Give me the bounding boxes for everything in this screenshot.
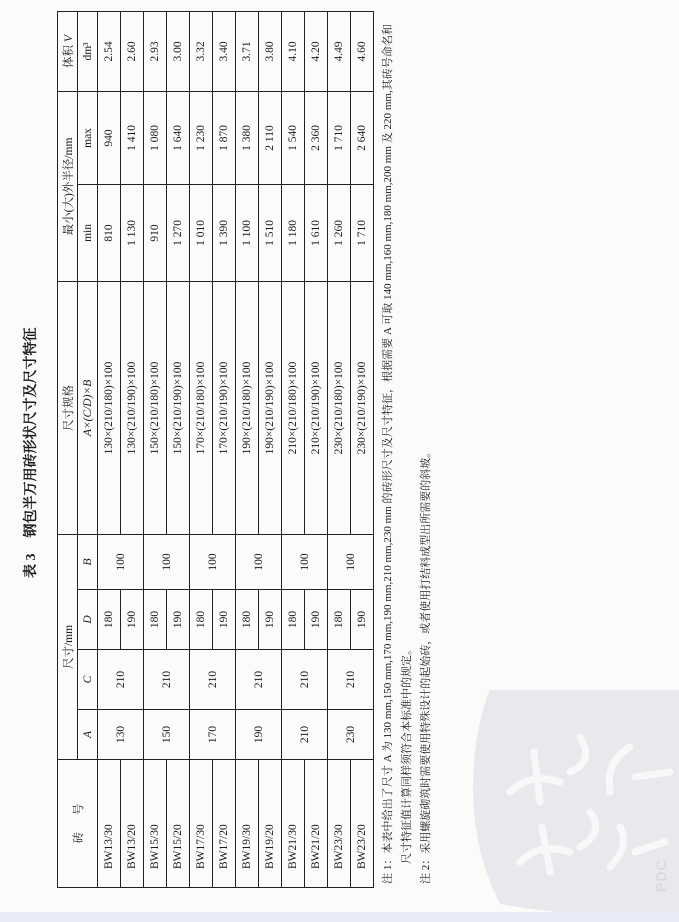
table-row: [190, 11, 213, 887]
spec-cell: 190×(210/190)×100: [259, 281, 282, 534]
dim-b-cell: 100: [236, 534, 282, 589]
brick-no-cell: BW17/20: [213, 760, 236, 888]
radius-min-cell: 1 710: [351, 184, 374, 281]
radius-min-cell: 1 510: [259, 184, 282, 281]
header-volume-label: 体积: [62, 44, 75, 68]
radius-max-cell: 1 540: [282, 91, 305, 184]
header-radius-min: min: [78, 184, 98, 281]
brick-no-cell: BW17/30: [190, 760, 213, 888]
dim-b-cell: 100: [282, 534, 328, 589]
header-row-2: [78, 11, 98, 887]
spec-cell: 230×(210/190)×100: [351, 281, 374, 534]
dim-d-cell: 180: [328, 590, 351, 650]
dim-b-cell: 100: [144, 534, 190, 589]
spec-cell: 210×(210/190)×100: [305, 281, 328, 534]
brick-no-cell: BW15/20: [167, 760, 190, 888]
volume-cell: 4.20: [305, 11, 328, 91]
dim-c-cell: 210: [328, 650, 374, 710]
radius-max-cell: 1 410: [121, 91, 144, 184]
dim-a-cell: 150: [144, 710, 190, 760]
dim-d-cell: 190: [167, 590, 190, 650]
volume-cell: 4.60: [351, 11, 374, 91]
dim-c-cell: 210: [98, 650, 144, 710]
dim-a-cell: 230: [328, 710, 374, 760]
spec-cell: 170×(210/190)×100: [213, 281, 236, 534]
dim-a-cell: 130: [98, 710, 144, 760]
brick-no-cell: BW15/30: [144, 760, 167, 888]
radius-max-cell: 1 870: [213, 91, 236, 184]
spec-cell: 150×(210/180)×100: [144, 281, 167, 534]
radius-min-cell: 1 010: [190, 184, 213, 281]
header-row-1: [58, 11, 78, 887]
radius-max-cell: 1 710: [328, 91, 351, 184]
radius-max-cell: 2 360: [305, 91, 328, 184]
radius-max-cell: 1 230: [190, 91, 213, 184]
header-spec-formula: A×(C/D)×B: [78, 281, 98, 534]
radius-min-cell: 910: [144, 184, 167, 281]
dim-d-cell: 180: [98, 590, 121, 650]
dim-d-cell: 190: [351, 590, 374, 650]
dim-d-cell: 190: [259, 590, 282, 650]
volume-cell: 3.71: [236, 11, 259, 91]
watermark-seal: [430, 690, 679, 922]
volume-cell: 3.00: [167, 11, 190, 91]
dim-c-cell: 210: [190, 650, 236, 710]
watermark-text: PDC: [653, 859, 669, 892]
dim-d-cell: 180: [144, 590, 167, 650]
dim-b-cell: 100: [190, 534, 236, 589]
radius-min-cell: 1 390: [213, 184, 236, 281]
table-notes: [379, 24, 436, 884]
dim-d-cell: 190: [213, 590, 236, 650]
table-row: [236, 11, 259, 887]
header-volume-symbol: V: [62, 34, 75, 42]
volume-cell: 4.49: [328, 11, 351, 91]
brick-no-cell: BW21/30: [282, 760, 305, 888]
radius-max-cell: 1 380: [236, 91, 259, 184]
header-dim-d: D: [78, 590, 98, 650]
radius-min-cell: 1 180: [282, 184, 305, 281]
radius-max-cell: 940: [98, 91, 121, 184]
radius-max-cell: 1 080: [144, 91, 167, 184]
scan-edge: [0, 912, 679, 922]
volume-cell: 3.32: [190, 11, 213, 91]
radius-min-cell: 1 270: [167, 184, 190, 281]
spec-cell: 130×(210/190)×100: [121, 281, 144, 534]
table-row: [282, 11, 305, 887]
spec-cell: 210×(210/180)×100: [282, 281, 305, 534]
dim-d-cell: 180: [236, 590, 259, 650]
dim-d-cell: 180: [190, 590, 213, 650]
radius-min-cell: 810: [98, 184, 121, 281]
table-title: [20, 328, 40, 579]
header-dim-b: B: [78, 534, 98, 589]
header-radius: 最小(大)外半径/mm: [58, 91, 78, 281]
dim-a-cell: 190: [236, 710, 282, 760]
header-dim-c: C: [78, 650, 98, 710]
note-2: 注 2：采用螺旋砌筑时需要使用特殊设计的起始砖，或者使用打结料成型出所需要的斜坡。: [420, 446, 432, 884]
radius-min-cell: 1 100: [236, 184, 259, 281]
brick-no-cell: BW13/20: [121, 760, 144, 888]
brick-no-cell: BW13/30: [98, 760, 121, 888]
volume-cell: 2.54: [98, 11, 121, 91]
header-volume: [58, 11, 78, 91]
brick-no-cell: BW23/30: [328, 760, 351, 888]
spec-cell: 190×(210/180)×100: [236, 281, 259, 534]
radius-max-cell: 2 640: [351, 91, 374, 184]
table-number: 表 3: [24, 553, 39, 578]
brick-no-cell: BW23/20: [351, 760, 374, 888]
brick-no-cell: BW21/20: [305, 760, 328, 888]
radius-min-cell: 1 260: [328, 184, 351, 281]
header-spec: 尺寸规格: [58, 281, 78, 534]
brick-dimension-table: [57, 11, 374, 888]
spec-cell: 230×(210/180)×100: [328, 281, 351, 534]
watermark-seal-shape: [473, 690, 679, 916]
volume-cell: 3.40: [213, 11, 236, 91]
radius-min-cell: 1 610: [305, 184, 328, 281]
dim-a-cell: 170: [190, 710, 236, 760]
dim-a-cell: 210: [282, 710, 328, 760]
header-radius-max: max: [78, 91, 98, 184]
header-dim-a: A: [78, 710, 98, 760]
table-row: [98, 11, 121, 887]
dim-d-cell: 180: [282, 590, 305, 650]
header-brick-no: 砖 号: [58, 760, 98, 888]
dim-c-cell: 210: [144, 650, 190, 710]
table-row: [144, 11, 167, 887]
dim-d-cell: 190: [121, 590, 144, 650]
dim-b-cell: 100: [328, 534, 374, 589]
header-volume-unit: dm³: [78, 11, 98, 91]
volume-cell: 2.60: [121, 11, 144, 91]
spec-cell: 150×(210/190)×100: [167, 281, 190, 534]
volume-cell: 4.10: [282, 11, 305, 91]
brick-no-cell: BW19/20: [259, 760, 282, 888]
dim-b-cell: 100: [98, 534, 144, 589]
radius-min-cell: 1 130: [121, 184, 144, 281]
header-dimensions: 尺寸/mm: [58, 534, 78, 759]
volume-cell: 3.80: [259, 11, 282, 91]
dim-c-cell: 210: [236, 650, 282, 710]
table-body: [98, 11, 374, 887]
dim-d-cell: 190: [305, 590, 328, 650]
volume-cell: 2.93: [144, 11, 167, 91]
spec-cell: 130×(210/180)×100: [98, 281, 121, 534]
radius-max-cell: 2 110: [259, 91, 282, 184]
radius-max-cell: 1 640: [167, 91, 190, 184]
dim-c-cell: 210: [282, 650, 328, 710]
brick-no-cell: BW19/30: [236, 760, 259, 888]
spec-cell: 170×(210/180)×100: [190, 281, 213, 534]
table-header: [58, 11, 98, 887]
table-row: [328, 11, 351, 887]
note-1: 注 1：本表中给出了尺寸 A 为 130 mm,150 mm,170 mm,190 mm,210 mm,230 mm 的砖形尺寸及尺寸特征，根据需要 A 可取 140 mm,160 mm,180 mm,200 mm 及 220 mm,其砖号命名和尺寸特征值计算同样须符合本标准中的规定。: [382, 24, 413, 884]
table-title-text: 钢包半万用砖形状尺寸及尺寸特征: [24, 327, 39, 538]
